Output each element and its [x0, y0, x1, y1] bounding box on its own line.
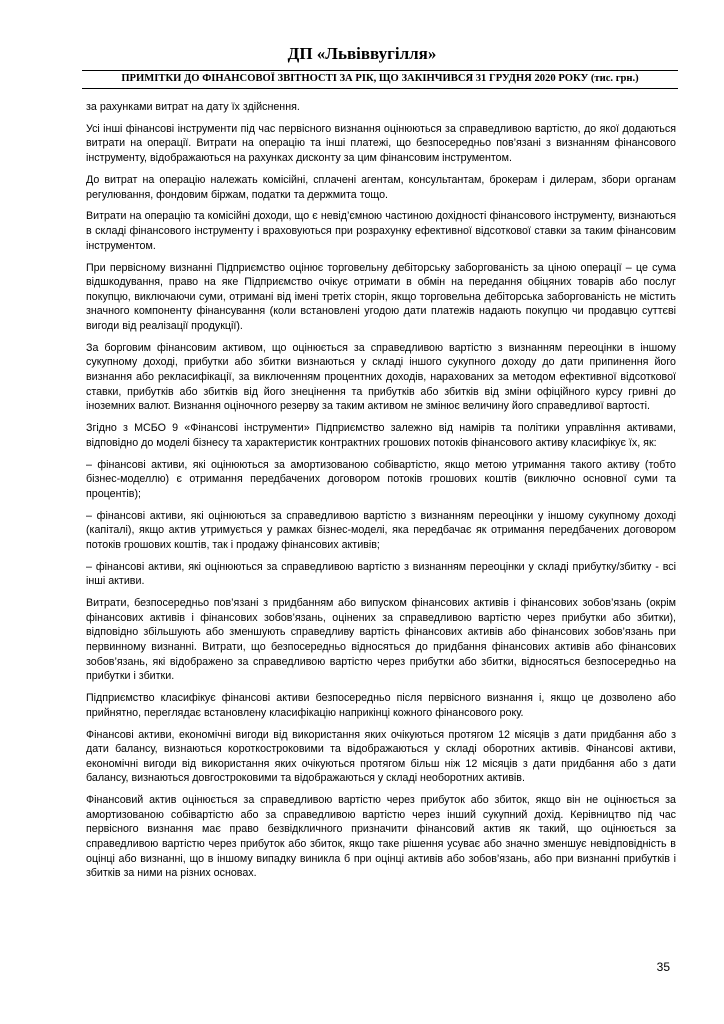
- paragraph: Витрати на операцію та комісійні доходи, що є невід’ємною частиною дохідності фінансового інструменту, визнаються в складі фінансового інструменту і враховуються при розрахунку ефективної відсоткової ставки за таким фінансовим інструментом.: [86, 210, 676, 252]
- paragraph: Фінансові активи, економічні вигоди від використання яких очікуються протягом 12 місяців з дати придбання або з дати балансу, визнаються короткостроковими та відображаються у складі оборотних активів. Фінансові активи, економічні вигоди від використання яких очікуються протягом більш ніж 12 місяців з дати придбання або з дати балансу, визнаються довгостроковими та відображаються у складі необоротних активів.: [86, 728, 676, 785]
- paragraph: При первісному визнанні Підприємство оцінює торговельну дебіторську заборгованість за ціною операції – це сума відшкодування, право на яке Підприємство очікує отримати в обмін на передання обіцяних товарів або послуг покупцю, виключаючи суми, отримані від імені третіх сторін, якщо торговельна дебіторська заборгованість не містить значного компоненту фінансування (коли встановлені угодою дати платежів надають покупцю чи продавцю суттєві вигоди від реалізації продукції).: [86, 261, 676, 332]
- paragraph: За борговим фінансовим активом, що оцінюється за справедливою вартістю з визнанням переоцінки в іншому сукупному доході, прибутки або збитки визнаються у складі іншого сукупного доходу до дати припинення його визнання або рекласифікації, за виключенням процентних доходів, нарахованих за методом ефективної відсоткової ставки, прибутків або збитків від його знецінення та прибутків або збитків від зміни офіційного курсу гривні до іноземних валют. Визнання оціночного резерву за таким активом не змінює величину його справедливої вартості.: [86, 341, 676, 413]
- paragraph: Витрати, безпосередньо пов’язані з придбанням або випуском фінансових активів і фінансових зобов’язань (окрім фінансових активів і фінансових зобов’язань, оцінених за справедливою вартістю через прибутки або збитки), відповідно збільшують або зменшують справедливу вартість фінансових активів або фінансових зобов’язань при первинному визнанні. Витрати, що безпосередньо відносяться до придбання фінансових активів або фінансових зобов’язань, які відображено за справедливою вартістю через прибутки або збитки, відносяться безпосередньо на прибутки і збитки.: [86, 597, 676, 683]
- paragraph: Підприємство класифікує фінансові активи безпосередньо після первісного визнання і, якщо це дозволено або прийнятно, переглядає встановлену класифікацію наприкінці кожного фінансового року.: [86, 692, 676, 719]
- paragraph: Згідно з МСБО 9 «Фінансові інструменти» Підприємство залежно від намірів та політики управління активами, відповідно до моделі бізнесу та характеристик контрактних грошових потоків фінансового активу класифікує їх, як:: [86, 422, 676, 449]
- header-rule-top: [82, 70, 678, 71]
- list-item: – фінансові активи, які оцінюються за справедливою вартістю з визнанням переоцінки у іншому сукупному доході (капіталі), якщо актив утримується у рамках бізнес-моделі, яка передбачає як отримання передбачених договором потоків грошових коштів, так і продажу фінансових активів;: [86, 509, 676, 551]
- document-body: [86, 100, 676, 888]
- list-item: – фінансові активи, які оцінюються за справедливою вартістю з визнанням переоцінки у складі прибутку/збитку - всі інші активи.: [86, 560, 676, 588]
- paragraph: Фінансовий актив оцінюється за справедливою вартістю через прибуток або збиток, якщо він не оцінюється за амортизованою собівартістю або за справедливою вартістю через інший сукупний дохід. Керівництво під час первісного визнання має право безвідкличного призначити фінансовий актив як такий, що оцінюється за справедливою вартістю через прибуток або збиток, якщо таке рішення усуває або значно зменшує невідповідність в оцінці або визнанні, що в іншому випадку виникла б при оцінці активів або зобов’язань, або при визнанні прибутків і збитків за ними на різних основах.: [86, 794, 676, 880]
- paragraph: за рахунками витрат на дату їх здійснення.: [86, 101, 300, 113]
- paragraph: До витрат на операцію належать комісійні, сплачені агентам, консультантам, брокерам і дилерам, збори органам регулювання, фондовим біржам, податки та держмита тощо.: [86, 173, 676, 201]
- header-rule-bottom: [82, 88, 678, 89]
- page-number: 35: [656, 960, 670, 974]
- list-item: – фінансові активи, які оцінюються за амортизованою собівартістю, якщо метою утримання такого активу (тобто бізнес-моделлю) є отримання передбачених договором потоків грошових коштів (виключно основної суми та процентів);: [86, 458, 676, 500]
- document-subtitle: ПРИМІТКИ ДО ФІНАНСОВОЇ ЗВІТНОСТІ ЗА РІК, ЩО ЗАКІНЧИВСЯ 31 ГРУДНЯ 2020 РОКУ (тис. грн.): [121, 73, 639, 84]
- paragraph: Усі інші фінансові інструменти під час первісного визнання оцінюються за справедливою вартістю, до якої додаються витрати на операції. Витрати на операцію та інші платежі, що безпосередньо пов’язані з визнанням фінансового інструменту, відображаються на рахунках дисконту за цим фінансовим інструментом.: [86, 122, 676, 165]
- company-title: ДП «Львіввугілля»: [287, 44, 437, 63]
